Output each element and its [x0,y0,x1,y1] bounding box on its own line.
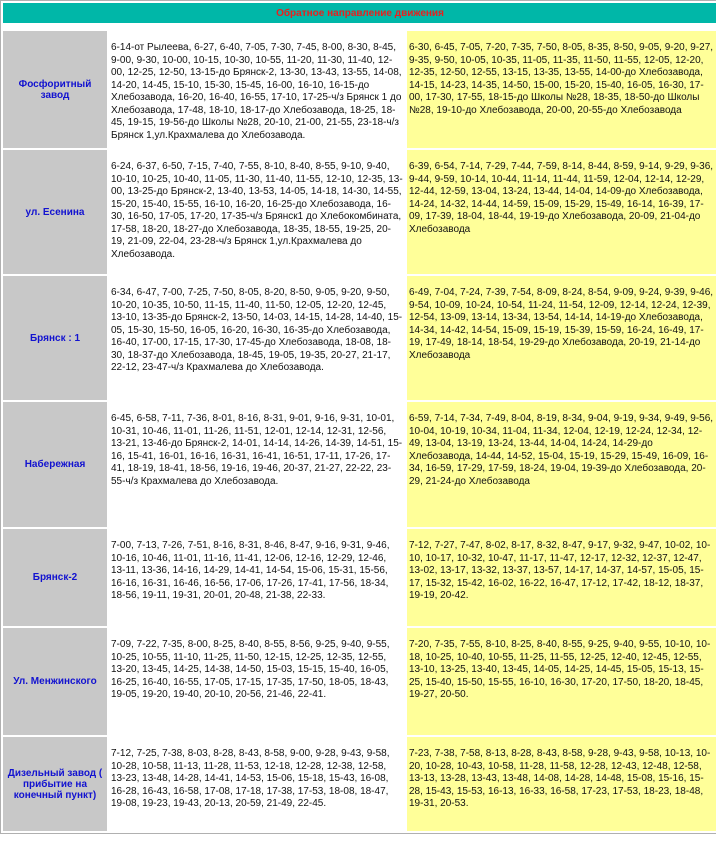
stop-name: Набережная [3,402,107,527]
table-row [3,276,716,400]
weekend-times: 6-30, 6-45, 7-05, 7-20, 7-35, 7-50, 8-05, 8-35, 8-50, 9-05, 9-20, 9-27, 9-35, 9-50, 10-05, 10-35, 11-05, 11-35, 11-50, 11-55, 12-05, 12-20, 12-35, 12-50, 12-55, 13-15, 13-35, 13-55, 14-00-до Хлебозавода, 14-15, 14-23, 14-35, 14-50, 15-00, 15-20, 15-40, 16-05, 16-30, 17-00, 17-30, 17-55, 18-15-до Школы №28, 18-35, 18-50-до Школы №28, 19-10-до Хлебозавода, 20-00, 20-55-до Хлебозавода [407,31,716,148]
stop-name: Брянск : 1 [3,276,107,400]
table-row [3,628,716,735]
stop-name: Брянск-2 [3,529,107,626]
header-row [3,3,716,23]
table-row [3,737,716,831]
weekend-times: 7-12, 7-27, 7-47, 8-02, 8-17, 8-32, 8-47, 9-17, 9-32, 9-47, 10-02, 10-10, 10-17, 10-32, 10-47, 11-17, 11-47, 12-17, 12-32, 12-37, 12-47, 13-02, 13-17, 13-32, 13-37, 13-57, 14-17, 14-37, 14-57, 15-05, 15-17, 15-32, 15-42, 16-02, 16-22, 16-47, 17-12, 17-42, 18-12, 18-37, 19-19, 20-42. [407,529,716,626]
table-row [3,402,716,527]
weekend-times: 6-59, 7-14, 7-34, 7-49, 8-04, 8-19, 8-34, 9-04, 9-19, 9-34, 9-49, 9-56, 10-04, 10-19, 10-34, 11-04, 11-34, 12-04, 12-19, 12-24, 12-34, 12-49, 13-04, 13-19, 13-24, 13-44, 14-04, 14-24, 14-29-до Хлебозавода, 14-44, 14-52, 15-04, 15-19, 15-29, 15-49, 16-09, 16-34, 16-59, 17-29, 17-59, 18-24, 19-04, 19-39-до Хлебозавода, 20-29, 21-24-до Хлебозавода [407,402,716,527]
table-row [3,529,716,626]
table-title: Обратное направление движения [3,3,716,23]
stop-name: ул. Есенина [3,150,107,274]
weekend-times: 6-39, 6-54, 7-14, 7-29, 7-44, 7-59, 8-14, 8-44, 8-59, 9-14, 9-29, 9-36, 9-44, 9-59, 10-14, 10-44, 11-14, 11-44, 11-59, 12-04, 12-14, 12-29, 12-44, 12-59, 13-04, 13-24, 13-44, 14-04, 14-09-до Хлебозавода, 14-24, 14-32, 14-44, 14-59, 15-09, 15-29, 15-49, 16-14, 16-39, 17-09, 17-39, 18-04, 18-44, 19-19-до Хлебозавода, 20-09, 21-04-до Хлебозавода [407,150,716,274]
weekday-times: 7-00, 7-13, 7-26, 7-51, 8-16, 8-31, 8-46, 8-47, 9-16, 9-31, 9-46, 10-16, 10-46, 11-01, 11-16, 11-41, 12-06, 12-16, 12-29, 12-46, 13-11, 13-36, 14-16, 14-29, 14-41, 14-54, 15-06, 15-31, 15-56, 16-16, 16-31, 16-46, 16-56, 17-06, 17-26, 17-41, 17-56, 18-34, 18-56, 19-11, 19-31, 20-01, 20-48, 21-38, 22-33. [109,529,405,626]
weekend-times: 7-20, 7-35, 7-55, 8-10, 8-25, 8-40, 8-55, 9-25, 9-40, 9-55, 10-10, 10-18, 10-25, 10-40, 10-55, 11-25, 11-55, 12-25, 12-40, 12-45, 12-55, 13-10, 13-25, 13-40, 13-45, 14-05, 14-25, 14-45, 15-05, 15-13, 15-25, 15-40, 15-50, 15-55, 16-10, 16-30, 17-20, 17-50, 18-20, 18-45, 19-27, 20-50. [407,628,716,735]
stop-name: Ул. Менжинского [3,628,107,735]
spacer [3,25,716,29]
stop-name: Фосфоритный завод [3,31,107,148]
weekday-times: 6-24, 6-37, 6-50, 7-15, 7-40, 7-55, 8-10, 8-40, 8-55, 9-10, 9-40, 10-10, 10-25, 10-40, 11-05, 11-30, 11-40, 11-55, 12-10, 12-35, 13-00, 13-25-до Брянск-2, 13-40, 13-53, 14-05, 14-18, 14-30, 14-55, 15-20, 15-40, 15-55, 16-10, 16-20, 16-25-до Хлебозавода, 16-30, 16-50, 17-05, 17-20, 17-35-ч/з Брянск1 до Хлебокомбината, 17-58, 18-20, 18-27-до Хлебозавода, 18-35, 18-55, 19-25, 20-19, 21-09, 22-04, 23-28-ч/з Брянск 1,ул.Крахмалева до Хлебозавода. [109,150,405,274]
weekday-times: 6-34, 6-47, 7-00, 7-25, 7-50, 8-05, 8-20, 8-50, 9-05, 9-20, 9-50, 10-20, 10-35, 10-50, 11-15, 11-40, 11-50, 12-05, 12-20, 12-45, 13-10, 13-35-до Брянск-2, 13-50, 14-03, 14-15, 14-28, 14-40, 15-05, 15-30, 15-50, 16-05, 16-20, 16-30, 16-35-до Хлебозавода, 16-40, 17-00, 17-15, 17-30, 17-45-до Хлебозавода, 18-08, 18-30, 18-37-до Хлебозавода, 18-45, 19-05, 19-35, 20-27, 21-17, 22-12, 23-47-ч/з Крахмалева до Хлебозавода. [109,276,405,400]
weekend-times: 7-23, 7-38, 7-58, 8-13, 8-28, 8-43, 8-58, 9-28, 9-43, 9-58, 10-13, 10-20, 10-28, 10-43, 10-58, 11-28, 11-58, 12-28, 12-43, 12-48, 12-58, 13-13, 13-28, 13-43, 13-48, 14-08, 14-28, 14-48, 15-08, 15-16, 15-28, 15-43, 15-53, 16-13, 16-33, 16-58, 17-23, 17-53, 18-23, 18-48, 19-31, 20-53. [407,737,716,831]
weekday-times: 7-12, 7-25, 7-38, 8-03, 8-28, 8-43, 8-58, 9-00, 9-28, 9-43, 9-58, 10-28, 10-58, 11-13, 11-28, 11-53, 12-18, 12-28, 12-38, 12-58, 13-23, 13-48, 14-28, 14-41, 14-53, 15-06, 15-18, 15-43, 16-08, 16-28, 16-43, 16-58, 17-08, 17-18, 17-38, 17-53, 18-08, 18-47, 19-08, 19-23, 19-43, 20-13, 20-59, 21-49, 22-45. [109,737,405,831]
weekday-times: 7-09, 7-22, 7-35, 8-00, 8-25, 8-40, 8-55, 8-56, 9-25, 9-40, 9-55, 10-25, 10-55, 11-10, 11-25, 11-50, 12-15, 12-25, 12-35, 12-55, 13-20, 13-45, 14-25, 14-38, 14-50, 15-03, 15-15, 15-40, 16-05, 16-25, 16-40, 16-55, 17-05, 17-15, 17-35, 17-50, 18-05, 18-43, 19-05, 19-20, 19-40, 20-10, 20-56, 21-46, 22-41. [109,628,405,735]
weekend-times: 6-49, 7-04, 7-24, 7-39, 7-54, 8-09, 8-24, 8-54, 9-09, 9-24, 9-39, 9-46, 9-54, 10-09, 10-24, 10-54, 11-24, 11-54, 12-09, 12-14, 12-24, 12-39, 12-54, 13-09, 13-14, 13-34, 13-54, 14-14, 14-19-до Хлебозавода, 14-34, 14-42, 14-54, 15-09, 15-19, 15-39, 15-59, 16-24, 16-49, 17-19, 17-49, 18-14, 18-54, 19-29-до Хлебозавода, 20-19, 21-14-до Хлебозавода [407,276,716,400]
stop-name: Дизельный завод ( прибытие на конечный пункт) [3,737,107,831]
table-row [3,31,716,148]
weekday-times: 6-45, 6-58, 7-11, 7-36, 8-01, 8-16, 8-31, 9-01, 9-16, 9-31, 10-01, 10-31, 10-46, 11-01, 11-26, 11-51, 12-01, 12-14, 12-31, 12-56, 13-21, 13-46-до Брянск-2, 14-01, 14-14, 14-26, 14-39, 14-51, 15-16, 15-41, 16-01, 16-16, 16-31, 16-41, 16-51, 17-11, 17-26, 17-41, 18-19, 18-41, 18-56, 19-16, 19-46, 20-37, 21-27, 22-22, 23-55-ч/з Крахмалева до Хлебозавода. [109,402,405,527]
weekday-times: 6-14-от Рылеева, 6-27, 6-40, 7-05, 7-30, 7-45, 8-00, 8-30, 8-45, 9-00, 9-30, 10-00, 10-15, 10-30, 10-55, 11-20, 11-30, 11-40, 12-00, 12-25, 12-50, 13-15-до Брянск-2, 13-30, 13-43, 13-55, 14-08, 14-20, 14-45, 15-10, 15-30, 15-45, 16-00, 16-10, 16-15-до Хлебозавода, 16-20, 16-40, 16-55, 17-10, 17-25-ч/з Брянск 1 до Хлебозавода, 17-48, 18-10, 18-17-до Хлебозавода, 18-25, 18-45, 19-15, 19-56-до Школы №28, 20-10, 21-00, 21-55, 23-18-ч/з Брянск 1,ул.Крахмалева до Хлебозавода. [109,31,405,148]
schedule-body [3,3,716,831]
spacer-row [3,25,716,29]
table-row [3,150,716,274]
